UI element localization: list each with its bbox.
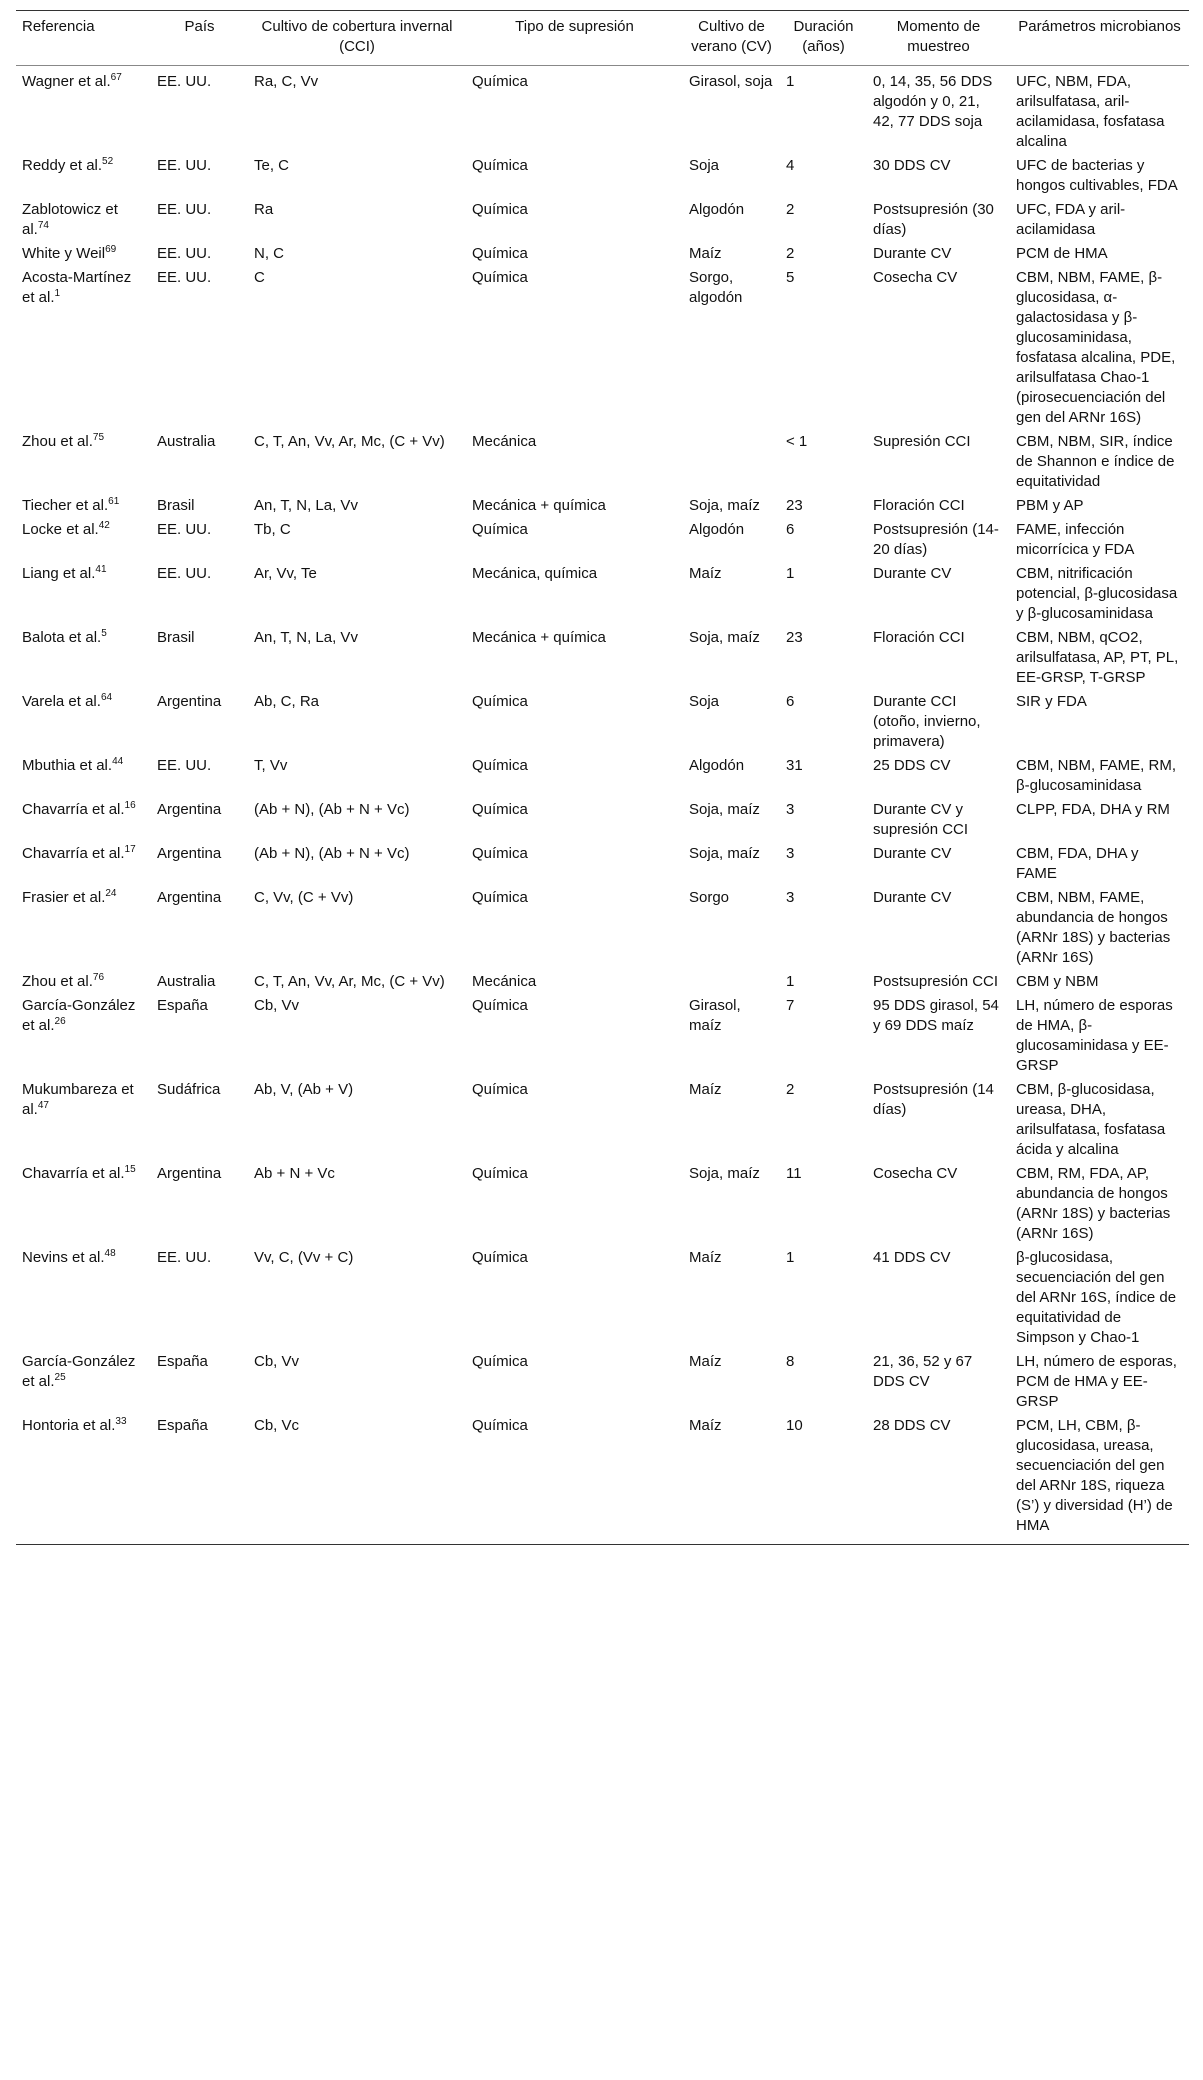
cell-duration: 5: [786, 269, 795, 286]
reference-number: 15: [124, 1164, 136, 1175]
cell-duration: 1: [786, 973, 795, 990]
cell-params: LH, número de esporas, PCM de HMA y EE-GRSP: [1016, 1353, 1177, 1410]
cell-cover-crop: C, T, An, Vv, Ar, Mc, (C + Vv): [254, 973, 445, 990]
cell-summer-crop: Soja, maíz: [689, 1165, 760, 1182]
cell-duration: 3: [786, 889, 795, 906]
table-row: [16, 1162, 1189, 1246]
cell-reference: [16, 198, 151, 242]
cell-duration: 1: [786, 73, 795, 90]
header-row: [16, 11, 1189, 66]
cell-sampling: Floración CCI: [873, 629, 965, 646]
reference-number: 69: [105, 244, 117, 255]
reference-number: 41: [95, 564, 107, 575]
table-row: [16, 430, 1189, 494]
cell-summer-crop: Soja: [689, 693, 720, 710]
cell-duration: 6: [786, 521, 795, 538]
cell-summer-crop: Maíz: [689, 1353, 722, 1370]
cell-summer-crop: Soja: [689, 157, 720, 174]
cell-reference: [16, 798, 151, 842]
table-row: [16, 1414, 1189, 1545]
cell-params: CBM, NBM, FAME, β-glucosidasa, α-galactosidasa y β-glucosaminidasa, fosfatasa alcalina, PDE, arilsulfatasa Chao-1 (pirosecuenciación del gen del ARNr 16S): [1016, 269, 1176, 426]
cell-sampling: Floración CCI: [873, 497, 965, 514]
header-params: Parámetros microbianos: [1010, 11, 1189, 66]
cell-suppression: Química: [472, 521, 528, 538]
cell-cover-crop: C: [254, 269, 265, 286]
cell-duration: 1: [786, 565, 795, 582]
table-row: [16, 66, 1189, 155]
cell-params: CLPP, FDA, DHA y RM: [1016, 801, 1170, 818]
cell-cover-crop: Cb, Vc: [248, 1414, 466, 1545]
cell-params: β-glucosidasa, secuenciación del gen del ARNr 16S, índice de equitatividad de Simpson y Chao-1: [1016, 1249, 1177, 1346]
cell-country: EE. UU.: [157, 757, 212, 774]
cell-reference: [16, 242, 151, 266]
cell-reference: [16, 970, 151, 994]
cell-sampling: Cosecha CV: [873, 269, 958, 286]
cell-cover-crop: Ab, V, (Ab + V): [254, 1081, 354, 1098]
cell-params: CBM, nitrificación potencial, β-glucosidasa y β-glucosaminidasa: [1016, 565, 1178, 622]
cell-suppression: Mecánica + química: [472, 497, 606, 514]
cell-cover-crop: N, C: [254, 245, 284, 262]
cell-summer-crop: [683, 970, 780, 994]
header-summer-crop: Cultivo de verano (CV): [683, 11, 780, 66]
cell-sampling: 25 DDS CV: [873, 757, 951, 774]
cell-suppression: Química: [472, 693, 528, 710]
cell-suppression: Química: [472, 1353, 528, 1370]
cell-sampling: 41 DDS CV: [873, 1249, 951, 1266]
reference-number: 42: [98, 520, 110, 531]
cell-cover-crop: Ab + N + Vc: [254, 1165, 335, 1182]
cell-country: Argentina: [157, 889, 222, 906]
cell-duration: < 1: [786, 433, 808, 450]
reference-number: 47: [37, 1100, 49, 1111]
cell-country: España: [151, 1414, 248, 1545]
cell-params: SIR y FDA: [1016, 693, 1087, 710]
cell-duration: 10: [780, 1414, 867, 1545]
cell-summer-crop: Soja, maíz: [689, 497, 760, 514]
cell-cover-crop: Ar, Vv, Te: [254, 565, 317, 582]
cell-country: EE. UU.: [157, 521, 212, 538]
reference-number: 67: [110, 72, 122, 83]
reference-text: Balota et al.: [22, 629, 102, 646]
table-container: [16, 10, 1189, 1545]
cell-suppression: Química: [472, 269, 528, 286]
table-row: [16, 798, 1189, 842]
cell-country: Argentina: [157, 801, 222, 818]
reference-number: 44: [112, 756, 124, 767]
cell-sampling: 21, 36, 52 y 67 DDS CV: [873, 1353, 973, 1390]
cell-suppression: Química: [472, 757, 528, 774]
table-row: [16, 1246, 1189, 1350]
cell-reference: [16, 754, 151, 798]
reference-number: 17: [124, 844, 136, 855]
cell-summer-crop: [683, 430, 780, 494]
cell-cover-crop: C, T, An, Vv, Ar, Mc, (C + Vv): [254, 433, 445, 450]
cell-summer-crop: Algodón: [689, 757, 745, 774]
reference-text: Acosta-Martínez et al.: [22, 269, 132, 306]
reference-number: 64: [100, 692, 113, 703]
cell-params: CBM, NBM, FAME, abundancia de hongos (ARNr 18S) y bacterias (ARNr 16S): [1016, 889, 1171, 966]
table-row: [16, 842, 1189, 886]
cell-duration: 23: [786, 497, 803, 514]
header-suppression: Tipo de supresión: [466, 11, 683, 66]
cell-sampling: Postsupresión (14-20 días): [873, 521, 999, 558]
cell-reference: [16, 430, 151, 494]
reference-text: Reddy et al.: [22, 157, 103, 174]
cell-params: CBM, NBM, FAME, RM, β-glucosaminidasa: [1016, 757, 1177, 794]
cell-suppression: Química: [472, 201, 528, 218]
reference-number: 75: [92, 432, 105, 443]
cell-sampling: Postsupresión (30 días): [873, 201, 994, 238]
header-reference: Referencia: [16, 11, 151, 66]
cell-reference: [16, 886, 151, 970]
cell-reference: [16, 66, 151, 155]
cell-params: UFC, FDA y aril-acilamidasa: [1016, 201, 1126, 238]
cell-summer-crop: Girasol, soja: [689, 73, 773, 90]
cell-sampling: Durante CCI (otoño, invierno, primavera): [873, 693, 981, 750]
cell-sampling: 0, 14, 35, 56 DDS algodón y 0, 21, 42, 77 DDS soja: [873, 73, 993, 130]
reference-text: Chavarría et al.: [22, 845, 125, 862]
reference-number: 1: [54, 288, 61, 299]
cell-params: CBM, FDA, DHA y FAME: [1016, 845, 1139, 882]
cell-cover-crop: (Ab + N), (Ab + N + Vc): [254, 801, 410, 818]
cell-suppression: Mecánica + química: [472, 629, 606, 646]
cell-suppression: Química: [472, 245, 528, 262]
cell-duration: 3: [786, 845, 795, 862]
cell-cover-crop: An, T, N, La, Vv: [254, 497, 358, 514]
cell-suppression: Química: [472, 1081, 528, 1098]
cell-params: LH, número de esporas de HMA, β-glucosaminidasa y EE-GRSP: [1016, 997, 1173, 1074]
cell-country: EE. UU.: [157, 73, 212, 90]
reference-text: García-González et al.: [22, 1353, 136, 1390]
cell-summer-crop: Sorgo: [689, 889, 730, 906]
table-row: [16, 242, 1189, 266]
reference-number: 26: [54, 1016, 66, 1027]
reference-text: Chavarría et al.: [22, 801, 125, 818]
reference-text: Nevins et al.: [22, 1249, 105, 1266]
reference-text: Zhou et al.: [22, 973, 93, 990]
cell-reference: [16, 494, 151, 518]
table-row: [16, 626, 1189, 690]
cell-cover-crop: T, Vv: [254, 757, 288, 774]
cell-duration: 7: [786, 997, 795, 1014]
reference-text: Locke et al.: [22, 521, 99, 538]
cell-cover-crop: Tb, C: [254, 521, 291, 538]
reference-text: Chavarría et al.: [22, 1165, 125, 1182]
table-row: [16, 1350, 1189, 1414]
cell-reference: [16, 266, 151, 430]
cell-country: EE. UU.: [157, 1249, 212, 1266]
cell-sampling: Durante CV: [873, 845, 952, 862]
cell-suppression: Mecánica: [472, 973, 537, 990]
cell-country: EE. UU.: [157, 157, 212, 174]
cell-params: PCM, LH, CBM, β-glucosidasa, ureasa, secuenciación del gen del ARNr 18S, riqueza (S’) y diversidad (H’) de HMA: [1010, 1414, 1189, 1545]
cell-sampling: Durante CV: [873, 565, 952, 582]
reference-number: 61: [108, 496, 120, 507]
cell-country: EE. UU.: [157, 565, 212, 582]
reference-text: Mbuthia et al.: [22, 757, 113, 774]
reference-text: Wagner et al.: [22, 73, 111, 90]
cell-cover-crop: Ra: [254, 201, 274, 218]
cell-reference: [16, 842, 151, 886]
cell-cover-crop: Cb, Vv: [254, 997, 300, 1014]
cell-params: CBM, NBM, SIR, índice de Shannon e índice de equitatividad: [1016, 433, 1175, 490]
cell-sampling: 28 DDS CV: [867, 1414, 1010, 1545]
cell-suppression: Química: [472, 73, 528, 90]
cell-country: Sudáfrica: [157, 1081, 221, 1098]
cell-cover-crop: Ra, C, Vv: [254, 73, 319, 90]
reference-text: Liang et al.: [22, 565, 96, 582]
cell-duration: 31: [786, 757, 803, 774]
cell-country: EE. UU.: [157, 201, 212, 218]
cell-summer-crop: Sorgo, algodón: [689, 269, 743, 306]
cell-suppression: Química: [472, 1249, 528, 1266]
cell-country: EE. UU.: [157, 245, 212, 262]
cell-country: Australia: [157, 433, 216, 450]
cell-sampling: Postsupresión (14 días): [873, 1081, 994, 1118]
cell-suppression: Química: [472, 997, 528, 1014]
studies-table: [16, 10, 1189, 1545]
cell-reference: [16, 994, 151, 1078]
table-row: [16, 690, 1189, 754]
table-body: [16, 66, 1189, 1545]
cell-sampling: Durante CV y supresión CCI: [873, 801, 969, 838]
cell-suppression: Química: [472, 889, 528, 906]
cell-summer-crop: Soja, maíz: [689, 629, 760, 646]
cell-country: Brasil: [157, 629, 195, 646]
reference-number: 16: [124, 800, 136, 811]
header-sampling: Momento de muestreo: [867, 11, 1010, 66]
table-row: [16, 494, 1189, 518]
reference-text: Zhou et al.: [22, 433, 93, 450]
reference-text: Frasier et al.: [22, 889, 106, 906]
cell-duration: 23: [786, 629, 803, 646]
reference-number: 5: [101, 628, 107, 639]
reference-number: 74: [37, 220, 49, 231]
cell-country: España: [157, 1353, 208, 1370]
cell-params: PCM de HMA: [1016, 245, 1108, 262]
cell-reference: [16, 1162, 151, 1246]
header-cover-crop: Cultivo de cobertura invernal (CCI): [248, 11, 466, 66]
table-row: [16, 198, 1189, 242]
reference-text: Varela et al.: [22, 693, 101, 710]
cell-duration: 2: [786, 201, 795, 218]
reference-number: 52: [102, 156, 114, 167]
cell-params: CBM, β-glucosidasa, ureasa, DHA, arilsulfatasa, fosfatasa ácida y alcalina: [1016, 1081, 1166, 1158]
cell-params: PBM y AP: [1016, 497, 1084, 514]
cell-sampling: Supresión CCI: [873, 433, 971, 450]
cell-reference: [16, 518, 151, 562]
reference-text: White y Weil: [22, 245, 106, 262]
cell-suppression: Mecánica: [472, 433, 537, 450]
table-row: [16, 994, 1189, 1078]
cell-duration: 4: [786, 157, 795, 174]
cell-summer-crop: Maíz: [689, 565, 722, 582]
cell-reference: [16, 154, 151, 198]
cell-params: CBM y NBM: [1016, 973, 1099, 990]
cell-cover-crop: Ab, C, Ra: [254, 693, 320, 710]
cell-reference: [16, 1414, 151, 1545]
cell-duration: 8: [786, 1353, 795, 1370]
cell-reference: [16, 562, 151, 626]
cell-suppression: Química: [472, 1165, 528, 1182]
cell-duration: 2: [786, 245, 795, 262]
cell-duration: 11: [786, 1165, 802, 1182]
reference-text: Tiecher et al.: [22, 497, 109, 514]
cell-reference: [16, 1350, 151, 1414]
cell-summer-crop: Maíz: [683, 1414, 780, 1545]
header-country: País: [151, 11, 248, 66]
cell-summer-crop: Soja, maíz: [689, 801, 760, 818]
cell-duration: 1: [786, 1249, 795, 1266]
table-row: [16, 154, 1189, 198]
cell-summer-crop: Soja, maíz: [689, 845, 760, 862]
cell-reference: [16, 1246, 151, 1350]
cell-cover-crop: Te, C: [254, 157, 290, 174]
header-duration: Duración (años): [780, 11, 867, 66]
cell-params: CBM, RM, FDA, AP, abundancia de hongos (ARNr 18S) y bacterias (ARNr 16S): [1016, 1165, 1171, 1242]
table-row: [16, 518, 1189, 562]
cell-duration: 3: [786, 801, 795, 818]
cell-cover-crop: An, T, N, La, Vv: [254, 629, 358, 646]
cell-suppression: Química: [466, 1414, 683, 1545]
reference-text: García-González et al.: [22, 997, 136, 1034]
cell-suppression: Mecánica, química: [472, 565, 598, 582]
cell-summer-crop: Algodón: [689, 521, 745, 538]
table-row: [16, 886, 1189, 970]
cell-cover-crop: Vv, C, (Vv + C): [254, 1249, 354, 1266]
reference-number: 24: [105, 888, 117, 899]
cell-summer-crop: Maíz: [689, 1249, 722, 1266]
reference-number: 33: [115, 1416, 127, 1427]
reference-text: Mukumbareza et al.: [22, 1081, 134, 1118]
table-row: [16, 562, 1189, 626]
cell-sampling: Cosecha CV: [873, 1165, 958, 1182]
cell-country: Australia: [157, 973, 216, 990]
cell-country: Argentina: [157, 845, 222, 862]
cell-suppression: Química: [472, 801, 528, 818]
cell-cover-crop: (Ab + N), (Ab + N + Vc): [254, 845, 410, 862]
reference-text: Hontoria et al.: [22, 1417, 116, 1434]
cell-country: Argentina: [157, 693, 222, 710]
cell-country: Argentina: [157, 1165, 222, 1182]
reference-number: 76: [92, 972, 105, 983]
cell-sampling: Durante CV: [873, 245, 952, 262]
cell-params: CBM, NBM, qCO2, arilsulfatasa, AP, PT, PL, EE-GRSP, T-GRSP: [1016, 629, 1179, 686]
cell-summer-crop: Maíz: [689, 1081, 722, 1098]
cell-sampling: 30 DDS CV: [873, 157, 951, 174]
reference-text: Zablotowicz et al.: [22, 201, 118, 238]
table-row: [16, 970, 1189, 994]
cell-sampling: Postsupresión CCI: [873, 973, 999, 990]
cell-country: Brasil: [157, 497, 195, 514]
table-row: [16, 1078, 1189, 1162]
table-row: [16, 266, 1189, 430]
reference-number: 48: [104, 1248, 116, 1259]
cell-duration: 6: [786, 693, 795, 710]
cell-cover-crop: Cb, Vv: [254, 1353, 300, 1370]
cell-params: UFC, NBM, FDA, arilsulfatasa, aril-acilamidasa, fosfatasa alcalina: [1016, 73, 1165, 150]
cell-duration: 2: [786, 1081, 795, 1098]
cell-params: FAME, infección micorrícica y FDA: [1016, 521, 1135, 558]
cell-params: UFC de bacterias y hongos cultivables, FDA: [1016, 157, 1178, 194]
cell-summer-crop: Algodón: [689, 201, 745, 218]
cell-sampling: 95 DDS girasol, 54 y 69 DDS maíz: [873, 997, 999, 1034]
cell-reference: [16, 1078, 151, 1162]
cell-reference: [16, 690, 151, 754]
cell-cover-crop: C, Vv, (C + Vv): [254, 889, 354, 906]
cell-reference: [16, 626, 151, 690]
cell-country: EE. UU.: [157, 269, 212, 286]
reference-number: 25: [54, 1372, 66, 1383]
table-row: [16, 754, 1189, 798]
cell-sampling: Durante CV: [873, 889, 952, 906]
cell-country: España: [157, 997, 208, 1014]
cell-summer-crop: Girasol, maíz: [689, 997, 741, 1034]
cell-suppression: Química: [472, 845, 528, 862]
cell-suppression: Química: [472, 157, 528, 174]
cell-summer-crop: Maíz: [689, 245, 722, 262]
